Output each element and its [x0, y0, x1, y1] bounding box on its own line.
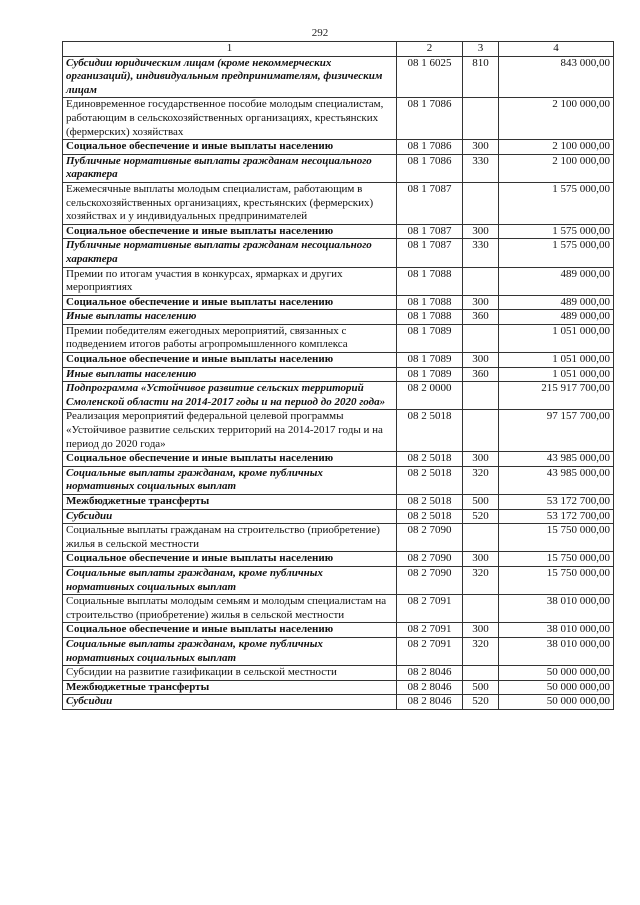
row-amount-cell: 38 010 000,00: [499, 637, 614, 665]
row-kind-cell: 520: [463, 509, 499, 524]
row-name-cell: Субсидии: [63, 695, 397, 710]
row-name-cell: Субсидии на развитие газификации в сельской местности: [63, 666, 397, 681]
row-code-cell: 08 2 0000: [397, 382, 463, 410]
row-amount-cell: 2 100 000,00: [499, 98, 614, 140]
row-name-cell: Социальные выплаты гражданам, кроме публичных нормативных социальных выплат: [63, 466, 397, 494]
row-kind-cell: [463, 524, 499, 552]
row-code-cell: 08 2 7090: [397, 524, 463, 552]
row-kind-cell: [463, 595, 499, 623]
row-name-cell: Социальные выплаты гражданам, кроме публичных нормативных социальных выплат: [63, 637, 397, 665]
row-kind-cell: [463, 324, 499, 352]
row-kind-cell: 360: [463, 367, 499, 382]
row-code-cell: 08 1 7087: [397, 182, 463, 224]
row-amount-cell: 53 172 700,00: [499, 509, 614, 524]
row-code-cell: 08 1 7087: [397, 224, 463, 239]
table-row: [63, 524, 614, 552]
row-kind-cell: 300: [463, 452, 499, 467]
row-name-cell: Социальное обеспечение и иные выплаты населению: [63, 623, 397, 638]
row-kind-cell: [463, 410, 499, 452]
row-code-cell: 08 1 7089: [397, 367, 463, 382]
row-name-cell: Реализация мероприятий федеральной целевой программы «Устойчивое развитие сельских территорий на 2014-2017 годы и на период до 2020 года»: [63, 410, 397, 452]
row-kind-cell: 320: [463, 637, 499, 665]
row-code-cell: 08 1 7088: [397, 267, 463, 295]
row-name-cell: Иные выплаты населению: [63, 310, 397, 325]
table-row: [63, 623, 614, 638]
header-cell-name: 1: [63, 42, 397, 57]
row-name-cell: Единовременное государственное пособие молодым специалистам, работающим в сельскохозяйственных организациях, крестьянских (фермерских) хозяйствах: [63, 98, 397, 140]
header-cell-kind: 3: [463, 42, 499, 57]
row-kind-cell: 300: [463, 224, 499, 239]
table-row: [63, 267, 614, 295]
row-kind-cell: [463, 382, 499, 410]
row-name-cell: Субсидии: [63, 509, 397, 524]
row-code-cell: 08 2 7091: [397, 637, 463, 665]
row-name-cell: Социальное обеспечение и иные выплаты населению: [63, 295, 397, 310]
row-amount-cell: 53 172 700,00: [499, 495, 614, 510]
table-header-row: [63, 42, 614, 57]
row-name-cell: Премии победителям ежегодных мероприятий, связанных с подведением итогов работы агропромышленного комплекса: [63, 324, 397, 352]
row-code-cell: 08 1 7089: [397, 324, 463, 352]
row-code-cell: 08 1 7086: [397, 98, 463, 140]
header-cell-amount: 4: [499, 42, 614, 57]
table-row: [63, 410, 614, 452]
table-row: [63, 509, 614, 524]
table-row: [63, 140, 614, 155]
row-code-cell: 08 2 7091: [397, 623, 463, 638]
row-code-cell: 08 2 7090: [397, 566, 463, 594]
row-name-cell: Иные выплаты населению: [63, 367, 397, 382]
row-amount-cell: 2 100 000,00: [499, 154, 614, 182]
row-kind-cell: 360: [463, 310, 499, 325]
row-amount-cell: 43 985 000,00: [499, 466, 614, 494]
row-code-cell: 08 2 8046: [397, 680, 463, 695]
table-row: [63, 637, 614, 665]
row-code-cell: 08 2 7090: [397, 552, 463, 567]
row-code-cell: 08 1 7088: [397, 295, 463, 310]
table-body: [63, 42, 614, 710]
row-amount-cell: 489 000,00: [499, 267, 614, 295]
table-row: [63, 239, 614, 267]
row-name-cell: Социальные выплаты гражданам на строительство (приобретение) жилья в сельской местности: [63, 524, 397, 552]
row-code-cell: 08 2 5018: [397, 410, 463, 452]
row-code-cell: 08 2 5018: [397, 509, 463, 524]
row-name-cell: Ежемесячные выплаты молодым специалистам, работающим в сельскохозяйственных организациях, крестьянских (фермерских) хозяйствах и у индивидуальных предпринимателей: [63, 182, 397, 224]
table-row: [63, 182, 614, 224]
row-kind-cell: 300: [463, 140, 499, 155]
row-amount-cell: 15 750 000,00: [499, 524, 614, 552]
row-amount-cell: 50 000 000,00: [499, 666, 614, 681]
row-amount-cell: 50 000 000,00: [499, 680, 614, 695]
row-kind-cell: 300: [463, 623, 499, 638]
row-name-cell: Субсидии юридическим лицам (кроме некоммерческих организаций), индивидуальным предпринимателям, физическим лицам: [63, 56, 397, 98]
row-kind-cell: 320: [463, 566, 499, 594]
row-code-cell: 08 2 5018: [397, 452, 463, 467]
row-kind-cell: 520: [463, 695, 499, 710]
table-row: [63, 552, 614, 567]
table-row: [63, 566, 614, 594]
table-row: [63, 595, 614, 623]
table-row: [63, 382, 614, 410]
row-name-cell: Межбюджетные трансферты: [63, 495, 397, 510]
row-amount-cell: 1 051 000,00: [499, 324, 614, 352]
row-kind-cell: [463, 98, 499, 140]
row-amount-cell: 489 000,00: [499, 310, 614, 325]
row-code-cell: 08 1 6025: [397, 56, 463, 98]
row-name-cell: Публичные нормативные выплаты гражданам несоциального характера: [63, 154, 397, 182]
row-kind-cell: [463, 267, 499, 295]
row-amount-cell: 843 000,00: [499, 56, 614, 98]
row-amount-cell: 43 985 000,00: [499, 452, 614, 467]
row-amount-cell: 489 000,00: [499, 295, 614, 310]
row-name-cell: Социальные выплаты молодым семьям и молодым специалистам на строительство (приобретение) жилья в сельской местности: [63, 595, 397, 623]
row-kind-cell: 300: [463, 353, 499, 368]
row-code-cell: 08 2 5018: [397, 466, 463, 494]
row-amount-cell: 2 100 000,00: [499, 140, 614, 155]
table-row: [63, 224, 614, 239]
row-kind-cell: [463, 182, 499, 224]
row-kind-cell: 300: [463, 295, 499, 310]
row-amount-cell: 215 917 700,00: [499, 382, 614, 410]
table-row: [63, 680, 614, 695]
table-row: [63, 495, 614, 510]
row-name-cell: Премии по итогам участия в конкурсах, ярмарках и других мероприятиях: [63, 267, 397, 295]
row-amount-cell: 1 575 000,00: [499, 224, 614, 239]
row-amount-cell: 15 750 000,00: [499, 552, 614, 567]
row-amount-cell: 1 051 000,00: [499, 353, 614, 368]
row-kind-cell: [463, 666, 499, 681]
row-name-cell: Социальное обеспечение и иные выплаты населению: [63, 552, 397, 567]
row-amount-cell: 1 051 000,00: [499, 367, 614, 382]
row-name-cell: Социальные выплаты гражданам, кроме публичных нормативных социальных выплат: [63, 566, 397, 594]
page-number: 292: [311, 27, 329, 39]
row-code-cell: 08 2 5018: [397, 495, 463, 510]
row-code-cell: 08 1 7086: [397, 154, 463, 182]
row-kind-cell: 330: [463, 154, 499, 182]
row-name-cell: Социальное обеспечение и иные выплаты населению: [63, 353, 397, 368]
table-row: [63, 353, 614, 368]
row-amount-cell: 97 157 700,00: [499, 410, 614, 452]
row-name-cell: Публичные нормативные выплаты гражданам несоциального характера: [63, 239, 397, 267]
table-row: [63, 452, 614, 467]
row-code-cell: 08 1 7088: [397, 310, 463, 325]
row-code-cell: 08 2 7091: [397, 595, 463, 623]
header-cell-code: 2: [397, 42, 463, 57]
row-amount-cell: 1 575 000,00: [499, 239, 614, 267]
table-row: [63, 295, 614, 310]
table-row: [63, 466, 614, 494]
table-row: [63, 98, 614, 140]
row-name-cell: Социальное обеспечение и иные выплаты населению: [63, 140, 397, 155]
row-kind-cell: 810: [463, 56, 499, 98]
table-row: [63, 367, 614, 382]
row-name-cell: Подпрограмма «Устойчивое развитие сельских территорий Смоленской области на 2014-2017 годы и на период до 2020 года»: [63, 382, 397, 410]
table-row: [63, 56, 614, 98]
row-amount-cell: 15 750 000,00: [499, 566, 614, 594]
row-name-cell: Межбюджетные трансферты: [63, 680, 397, 695]
row-kind-cell: 330: [463, 239, 499, 267]
row-amount-cell: 50 000 000,00: [499, 695, 614, 710]
table-row: [63, 310, 614, 325]
row-code-cell: 08 1 7089: [397, 353, 463, 368]
row-amount-cell: 1 575 000,00: [499, 182, 614, 224]
row-amount-cell: 38 010 000,00: [499, 623, 614, 638]
table-row: [63, 324, 614, 352]
row-kind-cell: 320: [463, 466, 499, 494]
row-kind-cell: 500: [463, 680, 499, 695]
row-kind-cell: 500: [463, 495, 499, 510]
table-row: [63, 666, 614, 681]
row-code-cell: 08 1 7086: [397, 140, 463, 155]
table-row: [63, 154, 614, 182]
budget-table: [62, 41, 614, 710]
row-code-cell: 08 2 8046: [397, 666, 463, 681]
row-kind-cell: 300: [463, 552, 499, 567]
row-code-cell: 08 2 8046: [397, 695, 463, 710]
row-amount-cell: 38 010 000,00: [499, 595, 614, 623]
table-row: [63, 695, 614, 710]
row-code-cell: 08 1 7087: [397, 239, 463, 267]
row-name-cell: Социальное обеспечение и иные выплаты населению: [63, 224, 397, 239]
row-name-cell: Социальное обеспечение и иные выплаты населению: [63, 452, 397, 467]
